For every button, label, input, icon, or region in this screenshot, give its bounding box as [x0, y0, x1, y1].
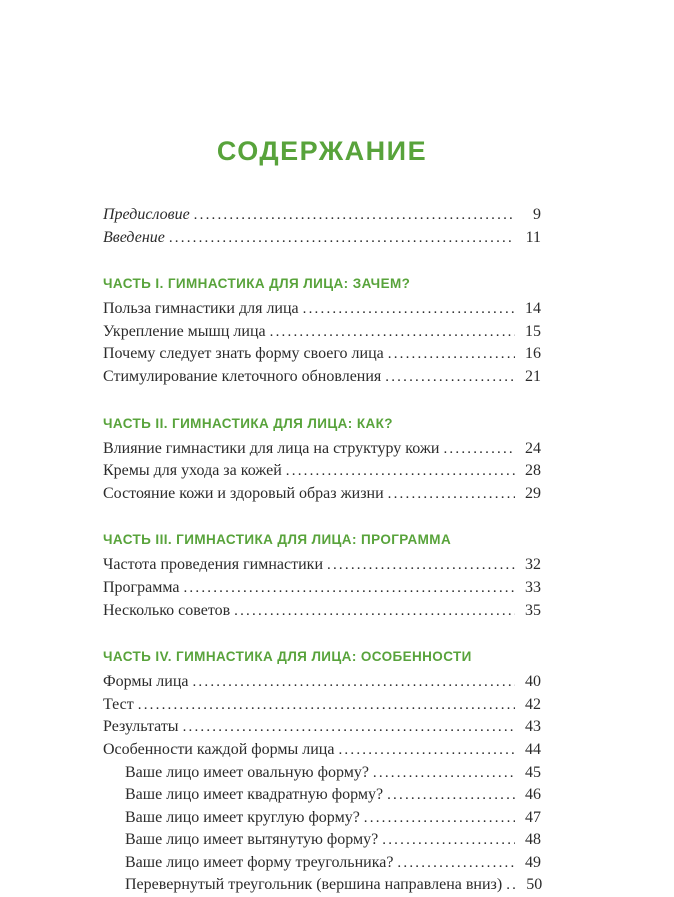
dot-leader — [183, 716, 515, 739]
dot-leader — [270, 321, 515, 344]
toc-page-number: 48 — [525, 831, 541, 849]
toc-entry — [103, 671, 541, 694]
toc-page-number: 40 — [525, 673, 541, 691]
toc-entry — [103, 554, 541, 577]
dot-leader — [169, 227, 515, 250]
toc-entry — [103, 829, 541, 852]
toc-entry — [103, 716, 541, 739]
toc-entry-label: Предисловие — [103, 206, 190, 223]
toc-entry-label: Тест — [103, 695, 134, 713]
section-heading: ЧАСТЬ III. ГИМНАСТИКА ДЛЯ ЛИЦА: ПРОГРАММА — [103, 532, 452, 548]
toc-entry-label: Польза гимнастики для лица — [103, 300, 299, 318]
toc-entry-label: Особенности каждой формы лица — [103, 740, 335, 758]
toc-page-number: 9 — [533, 206, 541, 223]
dot-leader — [286, 460, 515, 483]
toc-page-number: 47 — [525, 808, 541, 826]
toc-entry — [103, 874, 541, 897]
toc-entry — [103, 762, 541, 785]
toc-page-number: 35 — [525, 601, 541, 619]
toc-entry-label: Влияние гимнастики для лица на структуру кожи — [103, 439, 440, 457]
dot-leader — [364, 807, 515, 830]
section-heading: ЧАСТЬ I. ГИМНАСТИКА ДЛЯ ЛИЦА: ЗАЧЕМ? — [103, 276, 411, 292]
section-heading: ЧАСТЬ IV. ГИМНАСТИКА ДЛЯ ЛИЦА: ОСОБЕННОСТИ — [103, 649, 472, 665]
toc-entry-label: Почему следует знать форму своего лица — [103, 345, 384, 363]
toc-section-part-4 — [103, 649, 541, 897]
toc-entry — [103, 577, 541, 600]
toc-entry — [103, 227, 541, 250]
dot-leader — [373, 762, 515, 785]
toc-entry-label: Перевернутый треугольник (вершина направлена вниз) — [125, 876, 503, 894]
toc-page-number: 29 — [525, 484, 541, 502]
toc-entry-label: Укрепление мышц лица — [103, 322, 266, 340]
toc-entry — [103, 366, 541, 389]
dot-leader — [397, 852, 515, 875]
toc-page-number: 28 — [525, 462, 541, 480]
toc-page-number: 21 — [525, 367, 541, 385]
dot-leader — [327, 554, 515, 577]
dot-leader — [388, 343, 515, 366]
toc-entry-label: Несколько советов — [103, 601, 231, 619]
toc-entry-label: Ваше лицо имеет форму треугольника? — [125, 853, 394, 871]
toc-entry-label: Ваше лицо имеет овальную форму? — [125, 763, 369, 781]
toc-entry-label: Ваше лицо имеет круглую форму? — [125, 808, 360, 826]
toc-page-number: 16 — [525, 345, 541, 363]
toc-page-number: 46 — [525, 786, 541, 804]
toc-entry — [103, 600, 541, 623]
dot-leader — [138, 694, 515, 717]
toc-entry-label: Программа — [103, 578, 180, 596]
toc-page — [103, 136, 541, 897]
toc-page-number: 43 — [525, 718, 541, 736]
dot-leader — [338, 739, 515, 762]
front-matter — [103, 204, 541, 249]
toc-entry — [103, 852, 541, 875]
toc-entry-label: Ваше лицо имеет вытянутую форму? — [125, 831, 379, 849]
toc-entry — [103, 298, 541, 321]
toc-entry — [103, 438, 541, 461]
toc-entry-label: Стимулирование клеточного обновления — [103, 367, 382, 385]
dot-leader — [443, 438, 515, 461]
toc-entry-label: Формы лица — [103, 673, 189, 691]
toc-entry — [103, 321, 541, 344]
dot-leader — [183, 577, 515, 600]
toc-page-number: 44 — [525, 740, 541, 758]
toc-section-part-2 — [103, 416, 541, 506]
toc-entry — [103, 784, 541, 807]
dot-leader — [234, 600, 515, 623]
dot-leader — [382, 829, 515, 852]
dot-leader — [303, 298, 515, 321]
toc-entry-label: Частота проведения гимнастики — [103, 556, 324, 574]
toc-entry — [103, 739, 541, 762]
toc-page-number: 15 — [525, 322, 541, 340]
page-title: СОДЕРЖАНИЕ — [216, 136, 428, 166]
dot-leader — [388, 483, 515, 506]
toc-entry — [103, 483, 541, 506]
dot-leader — [192, 671, 515, 694]
toc-entry-label: Состояние кожи и здоровый образ жизни — [103, 484, 384, 502]
toc-entry — [103, 204, 541, 227]
toc-entry — [103, 343, 541, 366]
toc-entry-label: Результаты — [103, 718, 179, 736]
toc-entry-label: Кремы для ухода за кожей — [103, 462, 282, 480]
toc-page-number: 24 — [525, 439, 541, 457]
toc-entry-label: Введение — [103, 228, 165, 246]
section-heading: ЧАСТЬ II. ГИМНАСТИКА ДЛЯ ЛИЦА: КАК? — [103, 415, 393, 431]
toc-section-part-1 — [103, 276, 541, 388]
dot-leader — [385, 366, 515, 389]
toc-section-part-3 — [103, 532, 541, 622]
toc-page-number: 45 — [525, 763, 541, 781]
toc-page-number: 42 — [525, 695, 541, 713]
toc-page-number: 33 — [525, 578, 541, 596]
toc-entry-label: Ваше лицо имеет квадратную форму? — [125, 786, 384, 804]
toc-page-number: 11 — [525, 228, 541, 246]
toc-entry — [103, 460, 541, 483]
dot-leader — [506, 874, 516, 897]
dot-leader — [387, 784, 515, 807]
toc-page-number: 49 — [525, 853, 541, 871]
toc-page-number: 50 — [526, 876, 543, 894]
toc-page-number: 32 — [525, 556, 541, 574]
toc-entry — [103, 807, 541, 830]
dot-leader — [194, 204, 515, 227]
toc-entry — [103, 694, 541, 717]
toc-page-number: 14 — [525, 300, 541, 318]
